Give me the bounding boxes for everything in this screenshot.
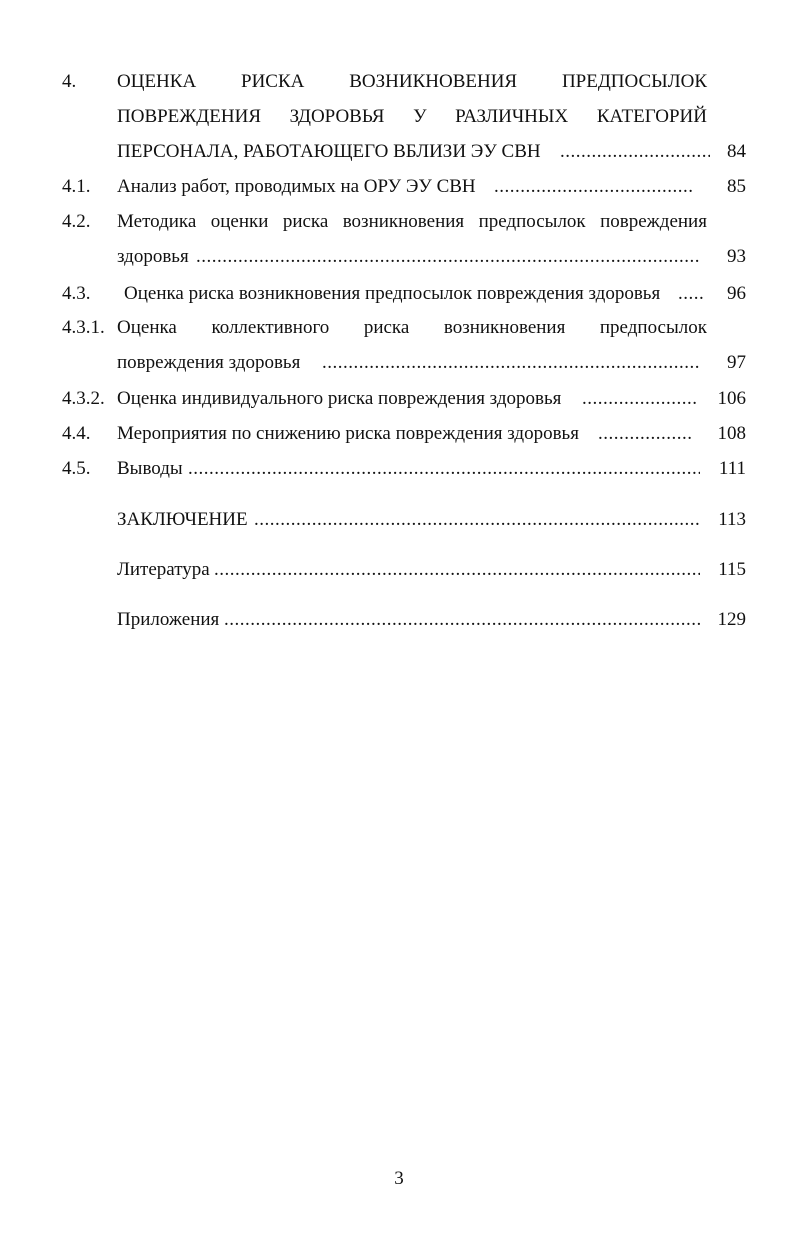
toc-number: 4. [62, 71, 77, 92]
toc-number: 4.3.2. [62, 388, 105, 409]
toc-leader [494, 175, 694, 199]
toc-page: 85 [727, 176, 746, 197]
toc-page: 106 [717, 388, 746, 409]
toc-title-line-2: повреждения здоровья [117, 352, 301, 373]
toc-leader [196, 245, 700, 269]
toc-title-line-1: Оценка коллективного риска возникновения предпосылок [117, 317, 707, 338]
toc-title-line-2: ПОВРЕЖДЕНИЯ ЗДОРОВЬЯ У РАЗЛИЧНЫХ КАТЕГОРИЙ [117, 106, 707, 127]
toc-leader [560, 140, 710, 164]
toc-leader [678, 282, 704, 306]
toc-title: Мероприятия по снижению риска повреждения здоровья [117, 423, 579, 444]
toc-leader [214, 558, 700, 582]
toc-leader [188, 457, 700, 481]
toc-number: 4.3. [62, 283, 91, 304]
toc-number: 4.4. [62, 423, 91, 444]
toc-page: 96 [727, 283, 746, 304]
toc-number: 4.5. [62, 458, 91, 479]
toc-leader [224, 608, 700, 632]
toc-page: 93 [727, 246, 746, 267]
toc-page: 97 [727, 352, 746, 373]
toc-page: 113 [718, 509, 746, 530]
toc-number: 4.1. [62, 176, 91, 197]
toc-title: Оценка индивидуального риска повреждения здоровья [117, 388, 562, 409]
toc-title-line-2: здоровья [117, 246, 189, 267]
toc-title: Приложения [117, 609, 220, 630]
toc-leader [598, 422, 692, 446]
toc-page: 108 [717, 423, 746, 444]
toc-title: Литература [117, 559, 210, 580]
toc-leader [322, 351, 700, 375]
toc-title-line-1: ОЦЕНКА РИСКА ВОЗНИКНОВЕНИЯ ПРЕДПОСЫЛОК [117, 71, 707, 92]
toc-page: 115 [718, 559, 746, 580]
toc-title: Оценка риска возникновения предпосылок повреждения здоровья [124, 283, 661, 304]
toc-leader [254, 508, 700, 532]
toc-page: 111 [718, 458, 746, 479]
toc-number: 4.3.1. [62, 317, 105, 338]
toc-page: 84 [727, 141, 746, 162]
page-number: 3 [394, 1168, 404, 1189]
toc-title: Выводы [117, 458, 183, 479]
toc-title-line-1: Методика оценки риска возникновения предпосылок повреждения [117, 211, 707, 232]
toc-leader [582, 387, 696, 411]
toc-title: Анализ работ, проводимых на ОРУ ЭУ СВН [117, 176, 476, 197]
toc-number: 4.2. [62, 211, 91, 232]
toc-page: 129 [717, 609, 746, 630]
toc-title-line-3: ПЕРСОНАЛА, РАБОТАЮЩЕГО ВБЛИЗИ ЭУ СВН [117, 141, 541, 162]
toc-title: ЗАКЛЮЧЕНИЕ [117, 509, 248, 530]
